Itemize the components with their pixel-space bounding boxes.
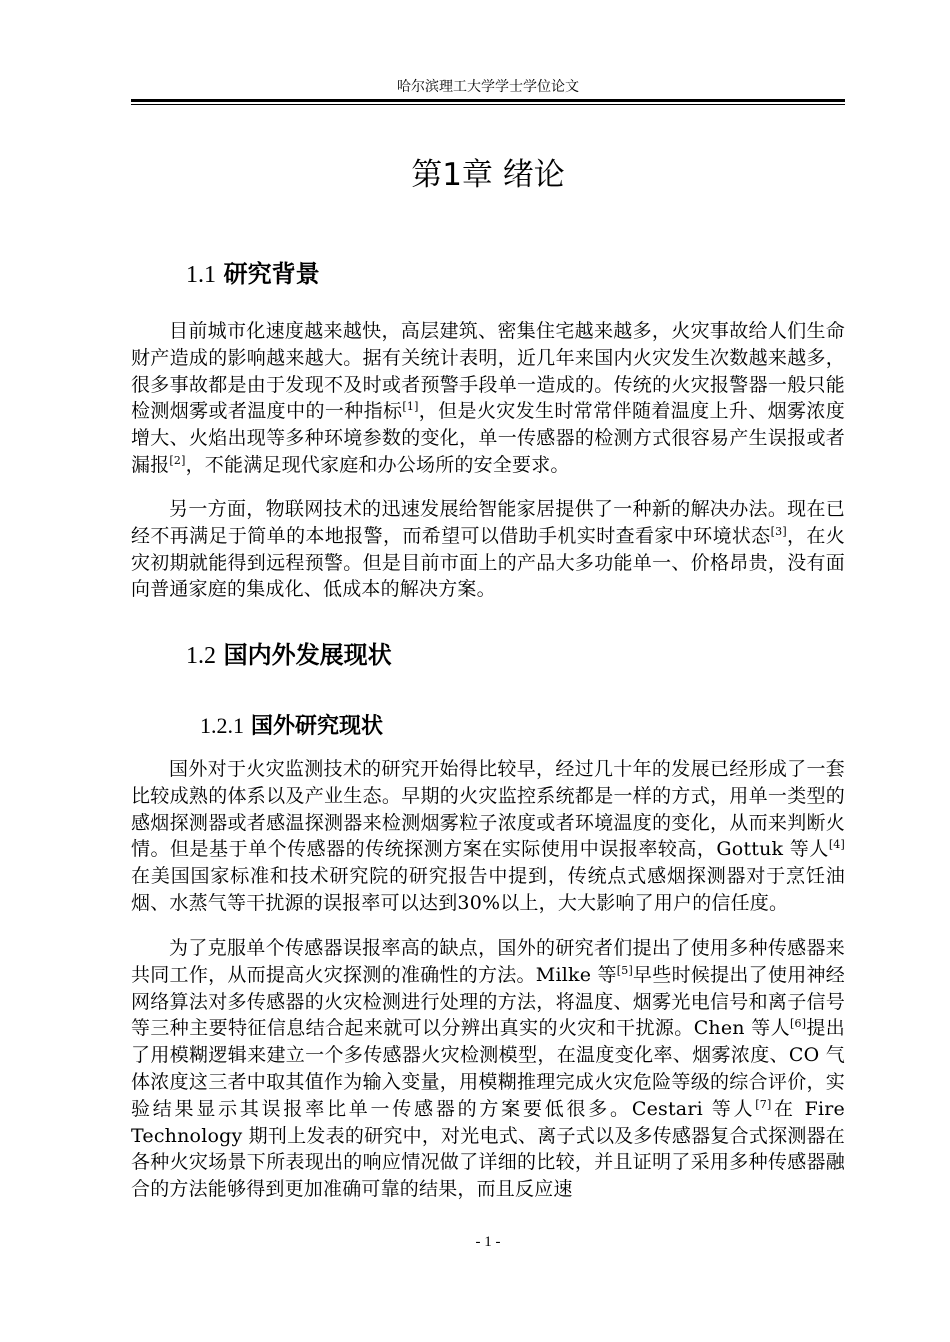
chapter-title: 第1章 绪论	[411, 157, 565, 193]
citation-ref: [5]	[616, 963, 633, 977]
paragraph-text: 国外对于火灾监测技术的研究开始得比较早，经过几十年的发展已经形成了一套比较成熟的体系以及产业生态。早期的火灾监控系统都是一样的方式，用单一类型的感烟探测器或者感温探测器来检测烟雾粒子浓度或者环境温度的变化，从而来判断火情。但是基于单个传感器的传统探测方案在实际使用中误报率较高，Gottuk 等人	[131, 758, 845, 861]
paragraph-text: 为了克服单个传感器误报率高的缺点，国外的研究者们提出了使用多种传感器来共同工作，从而提高火灾探测的准确性的方法。Milke 等	[131, 937, 845, 986]
paragraph-text: 在 Fire Technology 期刊上发表的研究中，对光电式、离子式以及多传感器复合式探测器在各种火灾场景下所表现出的响应情况做了详细的比较，并且证明了采用多种传感器融合的方法能够得到更加准确可靠的结果，而且反应速	[131, 1097, 846, 1201]
section-title: 研究背景	[223, 260, 320, 288]
section-title: 国外研究现状	[251, 714, 384, 739]
section-number: 1.1	[186, 262, 216, 288]
paragraph-foreign-research-1	[131, 756, 845, 917]
paragraph-text: 提出了用模糊逻辑来建立一个多传感器火灾检测模型，在温度变化率、烟雾浓度、CO 气体浓度这三者中取其值作为输入变量，用模糊推理完成火灾危险等级的综合评价，实验结果显示其误报率比单一传感器的方案要低很多。Cestari 等人	[131, 1017, 845, 1120]
header-rule	[131, 99, 845, 105]
paragraph-background-1	[131, 318, 845, 479]
paragraph-text: ，在火灾初期就能得到远程预警。但是目前市面上的产品大多功能单一、价格昂贵，没有面向普通家庭的集成化、低成本的解决方案。	[131, 524, 845, 601]
section-heading-1-1	[186, 259, 320, 290]
citation-ref: [2]	[169, 453, 186, 467]
section-title: 国内外发展现状	[223, 641, 392, 669]
section-number: 1.2	[186, 643, 216, 669]
header-rule-thin	[131, 104, 845, 105]
citation-ref: [7]	[755, 1097, 772, 1111]
citation-ref: [1]	[402, 400, 419, 414]
paragraph-foreign-research-2	[131, 935, 845, 1203]
paragraph-text: 在美国国家标准和技术研究院的研究报告中提到，传统点式感烟探测器对于烹饪油烟、水蒸气等干扰源的误报率可以达到30%以上，大大影响了用户的信任度。	[131, 865, 845, 914]
section-number: 1.2.1	[200, 713, 244, 738]
header-rule-thick	[131, 99, 845, 102]
citation-ref: [3]	[770, 524, 787, 538]
citation-ref: [6]	[790, 1017, 807, 1031]
paragraph-background-2	[131, 496, 845, 603]
paragraph-text: 另一方面，物联网技术的迅速发展给智能家居提供了一种新的解决办法。现在已经不再满足于简单的本地报警，而希望可以借助手机实时查看家中环境状态	[131, 498, 845, 547]
paragraph-text: ，不能满足现代家庭和办公场所的安全要求。	[185, 453, 570, 476]
paragraph-text: 早些时候提出了使用神经网络算法对多传感器的火灾检测进行处理的方法，将温度、烟雾光电信号和离子信号等三种主要特征信息结合起来就可以分辨出真实的火灾和干扰源。Chen 等人	[131, 963, 845, 1040]
paragraph-text: ，但是火灾发生时常常伴随着温度上升、烟雾浓度增大、火焰出现等多种环境参数的变化，单一传感器的检测方式很容易产生误报或者漏报	[131, 400, 845, 476]
running-header: 哈尔滨理工大学学士学位论文	[397, 79, 579, 95]
citation-ref: [4]	[828, 838, 845, 852]
page-number: - 1 -	[475, 1234, 501, 1250]
paragraph-text: 目前城市化速度越来越快，高层建筑、密集住宅越来越多，火灾事故给人们生命财产造成的影响越来越大。据有关统计表明，近几年来国内火灾发生次数越来越多，很多事故都是由于发现不及时或者预警手段单一造成的。传统的火灾报警器一般只能检测烟雾或者温度中的一种指标	[131, 320, 845, 423]
section-heading-1-2-1	[200, 711, 383, 742]
section-heading-1-2	[186, 640, 392, 671]
